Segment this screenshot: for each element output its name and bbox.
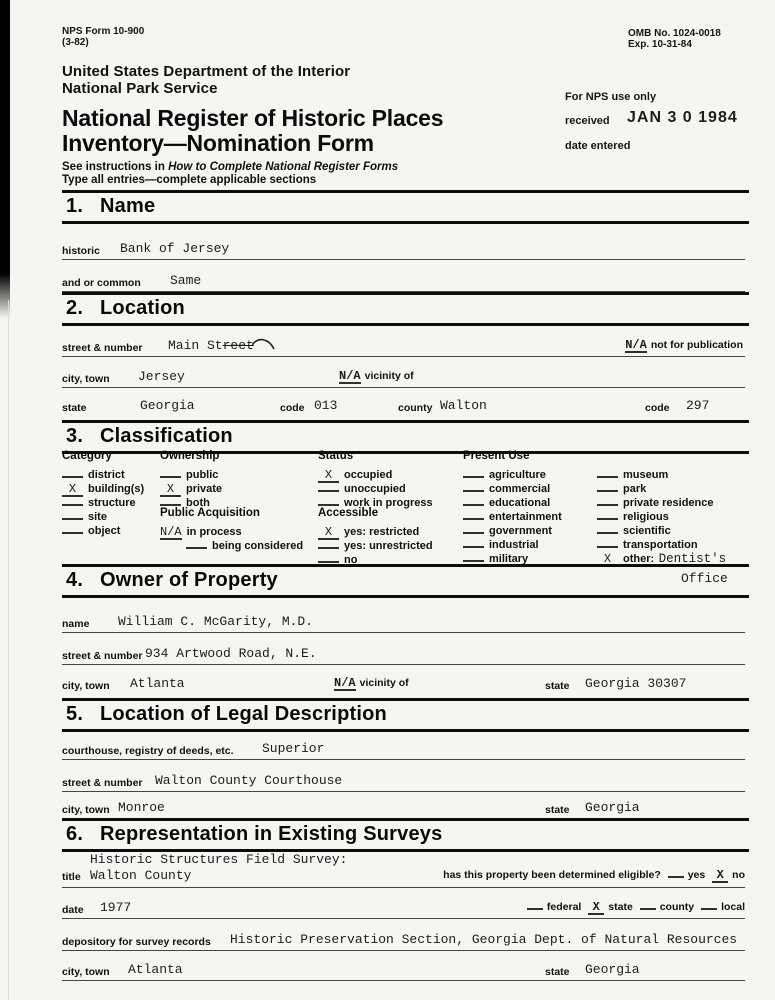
checkbox-label: yes: restricted <box>344 526 420 538</box>
checkbox-line <box>597 521 618 534</box>
vicinity-cluster <box>335 370 414 384</box>
checkbox-label: no <box>344 554 358 566</box>
checkbox-private <box>160 479 303 496</box>
depository-label: depository for survey records <box>62 936 211 948</box>
section-4-header <box>62 564 749 598</box>
instructions-pre: See instructions in <box>62 161 169 173</box>
field-row-depository <box>62 924 745 951</box>
field-row-owner-city <box>62 670 745 694</box>
omb-number: OMB No. 1024-0018 <box>628 28 721 39</box>
category-title: Category <box>62 450 112 462</box>
other-value: Dentist's <box>658 552 727 566</box>
checkbox-label: museum <box>623 469 669 481</box>
section-title: Location <box>100 297 185 319</box>
checkbox-educational <box>463 493 562 507</box>
checkbox-scientific <box>597 521 726 535</box>
checkbox-entertainment <box>463 507 562 521</box>
present-use-column-2 <box>597 465 727 566</box>
field-row-street <box>62 330 745 357</box>
section-title: Name <box>100 195 156 217</box>
section-number: 3. <box>66 425 84 447</box>
state-label: state <box>62 402 87 414</box>
county-label: county <box>398 402 433 414</box>
other-value-line2: Office <box>681 571 728 586</box>
nps-use-only-label: For NPS use only <box>565 91 657 103</box>
state-value: Georgia <box>140 398 195 413</box>
depository-value: Historic Preservation Section, Georgia Dept. of Natural Resources <box>230 932 738 947</box>
section-title: Classification <box>100 425 233 447</box>
state-label: state <box>608 901 633 913</box>
checkbox-line <box>62 465 83 478</box>
checkbox-public <box>160 465 303 479</box>
eligible-question: has this property been determined eligible? <box>443 869 661 881</box>
checkbox-label: being considered <box>212 540 304 552</box>
survey-title-line2: Walton County <box>90 868 192 883</box>
checkbox-label: in process <box>186 526 242 538</box>
checkbox-line <box>668 865 684 878</box>
form-number: NPS Form 10-900 <box>62 26 145 37</box>
checkbox-both <box>160 493 303 507</box>
checkbox-mark: X <box>324 468 333 482</box>
code-value: 013 <box>314 398 338 413</box>
checkbox-label: site <box>88 511 107 523</box>
code-label: code <box>280 402 305 414</box>
checkbox-line <box>62 507 83 520</box>
checkbox-object <box>62 521 144 535</box>
category-column <box>62 450 144 535</box>
historic-label: historic <box>62 245 100 257</box>
street-value <box>168 338 276 353</box>
na-line: N/A <box>625 338 647 352</box>
status-title: Status <box>318 450 354 462</box>
checkbox-label: building(s) <box>88 483 145 495</box>
vicinity-label: vicinity of <box>364 370 414 382</box>
section-number: 5. <box>66 703 84 725</box>
checkbox-mark: X <box>716 868 724 882</box>
checkbox-religious <box>597 507 726 521</box>
field-row-legal-street <box>62 765 745 792</box>
survey-title-label: title <box>62 871 81 883</box>
instructions-booktitle: How to Complete National Register Forms <box>168 161 399 173</box>
local-label: local <box>721 901 745 913</box>
accessible-title: Accessible <box>318 507 379 519</box>
checkbox-structure <box>62 493 144 507</box>
checkbox-line <box>597 465 618 478</box>
received-label: received <box>565 115 610 127</box>
checkbox-line <box>62 493 83 506</box>
field-row-common-name <box>62 266 745 292</box>
checkbox-mark: X <box>68 482 77 496</box>
checkbox-line <box>463 479 484 492</box>
omb-expiration: Exp. 10-31-84 <box>628 39 692 50</box>
checkbox-museum <box>597 465 726 479</box>
field-row-courthouse <box>62 733 745 760</box>
checkbox-yes-unrestricted <box>318 536 433 550</box>
section-2-header <box>62 292 749 326</box>
checkbox-line <box>318 479 339 492</box>
code2-label: code <box>645 402 670 414</box>
legal-state-label: state <box>545 804 570 816</box>
no-label: no <box>732 869 745 881</box>
form-title-line2: Inventory—Nomination Form <box>62 130 374 156</box>
checkbox-work-in-progress <box>318 493 433 507</box>
checkbox-line <box>463 535 484 548</box>
survey-date-label: date <box>62 904 84 916</box>
checkbox-line <box>463 465 484 478</box>
section-title: Owner of Property <box>100 569 278 591</box>
scan-edge-bar <box>0 0 10 318</box>
checkbox-label: occupied <box>344 469 393 481</box>
date-entered-label: date entered <box>565 140 631 152</box>
checkbox-other <box>597 549 727 566</box>
checkbox-line <box>527 897 543 910</box>
owner-street-label: street & number <box>62 650 143 662</box>
checkbox-label: other: <box>623 553 655 565</box>
checkbox-label: yes: unrestricted <box>344 540 433 552</box>
vicinity-label: vicinity of <box>359 677 409 689</box>
checkbox-mark: X <box>324 525 333 539</box>
section-number: 4. <box>66 569 84 591</box>
section-6-header <box>62 818 749 852</box>
checkbox-label: religious <box>623 511 669 523</box>
city-label: city, town <box>62 373 110 385</box>
field-row-owner-name <box>62 606 745 633</box>
section-title: Representation in Existing Surveys <box>100 823 443 845</box>
common-name-value: Same <box>170 273 202 288</box>
owner-name-label: name <box>62 618 90 630</box>
checkbox-site <box>62 507 144 521</box>
legal-street-value: Walton County Courthouse <box>155 773 343 788</box>
checkbox-label: entertainment <box>489 511 562 523</box>
field-row-survey-city <box>62 954 745 981</box>
checkbox-label: structure <box>88 497 136 509</box>
checkbox-line <box>597 493 618 506</box>
instructions-line2: Type all entries—complete applicable sections <box>62 174 317 186</box>
checkbox-line <box>463 493 484 506</box>
form-revision: (3-82) <box>62 37 89 48</box>
checkbox-yes-restricted <box>318 522 433 539</box>
checkbox-line <box>597 535 618 548</box>
federal-label: federal <box>546 901 582 913</box>
ownership-title: Ownership <box>160 450 220 462</box>
common-name-label: and or common <box>62 277 141 289</box>
checkbox-line <box>588 902 604 915</box>
present-use-column-1 <box>463 450 562 563</box>
checkbox-label: agriculture <box>489 469 546 481</box>
checkbox-label: private residence <box>623 497 714 509</box>
section-5-header <box>62 698 749 732</box>
department-title: United States Department of the Interior <box>62 63 351 80</box>
checkbox-line <box>463 521 484 534</box>
checkbox-label: scientific <box>623 525 671 537</box>
checkbox-occupied <box>318 465 433 482</box>
checkbox-transportation <box>597 535 726 549</box>
checkbox-commercial <box>463 479 562 493</box>
received-date-stamp: JAN 3 0 1984 <box>627 109 738 126</box>
field-row-state <box>62 392 745 416</box>
checkbox-label: private <box>186 483 223 495</box>
checkbox-line <box>463 549 484 562</box>
checkbox-label: commercial <box>489 483 551 495</box>
checkbox-line <box>318 493 339 506</box>
checkbox-label: educational <box>489 497 551 509</box>
yes-label: yes <box>687 869 706 881</box>
status-column <box>318 450 433 564</box>
survey-date-value: 1977 <box>100 900 132 915</box>
checkbox-label: object <box>88 525 121 537</box>
checkbox-label: industrial <box>489 539 539 551</box>
checkbox-line <box>318 536 339 549</box>
checkbox-line <box>318 550 339 563</box>
eligible-cluster <box>443 865 745 883</box>
checkbox-line <box>597 507 618 520</box>
legal-state-value: Georgia <box>585 800 640 815</box>
checkbox-district <box>62 465 144 479</box>
checkbox-military <box>463 549 562 563</box>
county-label: county <box>659 901 695 913</box>
checkbox-line <box>62 521 83 534</box>
field-row-legal-city <box>62 795 745 818</box>
checkbox-label: both <box>186 497 210 509</box>
legal-street-label: street & number <box>62 777 143 789</box>
survey-level-cluster <box>523 897 745 915</box>
checkbox-label: public <box>186 469 219 481</box>
city-value: Jersey <box>138 369 185 384</box>
checkbox-mark: X <box>603 552 612 566</box>
ownership-column <box>160 450 303 550</box>
field-row-historic <box>62 234 745 260</box>
owner-city-label: city, town <box>62 680 110 692</box>
owner-street-value: 934 Artwood Road, N.E. <box>145 646 317 661</box>
section-number: 2. <box>66 297 84 319</box>
survey-city-value: Atlanta <box>128 962 183 977</box>
legal-city-label: city, town <box>62 804 110 816</box>
checkbox-mark: X <box>166 482 175 496</box>
checkbox-label: work in progress <box>344 497 433 509</box>
owner-name-value: William C. McGarity, M.D. <box>118 614 314 629</box>
code2-value: 297 <box>686 398 710 413</box>
checkbox-label: park <box>623 483 647 495</box>
survey-state-label: state <box>545 966 570 978</box>
public-acquisition-title: Public Acquisition <box>160 507 260 519</box>
checkbox-line <box>463 507 484 520</box>
checkbox-label: district <box>88 469 125 481</box>
checkbox-label: government <box>489 525 552 537</box>
not-for-publication-label: not for publication <box>650 339 743 351</box>
checkbox-line <box>597 479 618 492</box>
checkbox-line <box>160 465 181 478</box>
checkbox-line <box>712 870 728 883</box>
field-row-city <box>62 362 745 388</box>
checkbox-unoccupied <box>318 479 433 493</box>
owner-state-label: state <box>545 680 570 692</box>
street-value-pre: Main St <box>168 338 223 353</box>
checkbox-line <box>160 493 181 506</box>
field-row-owner-street <box>62 638 745 665</box>
street-value-struck: reet <box>222 338 254 353</box>
checkbox-label: transportation <box>623 539 698 551</box>
section-number: 6. <box>66 823 84 845</box>
owner-city-value: Atlanta <box>130 676 185 691</box>
handwritten-strike-swoosh <box>252 338 276 351</box>
checkbox-buildings <box>62 479 145 496</box>
section-1-header <box>62 190 749 224</box>
section-number: 1. <box>66 195 84 217</box>
vicinity-cluster <box>330 677 409 691</box>
checkbox-no <box>318 550 433 564</box>
courthouse-value: Superior <box>262 741 325 756</box>
field-row-survey-title <box>62 850 745 888</box>
historic-value: Bank of Jersey <box>120 241 230 256</box>
na-line <box>160 527 182 540</box>
checkbox-industrial <box>463 535 562 549</box>
county-value: Walton <box>440 398 487 413</box>
present-use-title: Present Use <box>463 450 530 462</box>
section-3-header <box>62 420 749 454</box>
na-line: N/A <box>334 676 356 690</box>
legal-city-value: Monroe <box>118 800 165 815</box>
checkbox-line <box>640 897 656 910</box>
checkbox-private-residence <box>597 493 726 507</box>
checkbox-label: unoccupied <box>344 483 406 495</box>
survey-city-label: city, town <box>62 966 110 978</box>
checkbox-park <box>597 479 726 493</box>
section-title: Location of Legal Description <box>100 703 387 725</box>
service-title: National Park Service <box>62 80 218 97</box>
not-for-publication-cluster <box>621 339 743 353</box>
courthouse-label: courthouse, registry of deeds, etc. <box>62 745 234 757</box>
checkbox-line <box>186 536 207 549</box>
scan-edge-line <box>8 300 9 1000</box>
field-row-survey-date <box>62 892 745 919</box>
checkbox-line <box>701 897 717 910</box>
checkbox-agriculture <box>463 465 562 479</box>
checkbox-label: military <box>489 553 529 565</box>
owner-state-value: Georgia 30307 <box>585 676 687 691</box>
form-title-line1: National Register of Historic Places <box>62 105 444 131</box>
checkbox-in-process <box>160 522 303 539</box>
checkbox-government <box>463 521 562 535</box>
checkbox-mark: N/A <box>160 525 182 539</box>
street-label: street & number <box>62 342 143 354</box>
na-line: N/A <box>339 369 361 383</box>
survey-title-line1: Historic Structures Field Survey: <box>90 852 348 867</box>
instructions-line1 <box>62 161 398 173</box>
checkbox-mark: X <box>592 900 600 914</box>
survey-state-value: Georgia <box>585 962 640 977</box>
